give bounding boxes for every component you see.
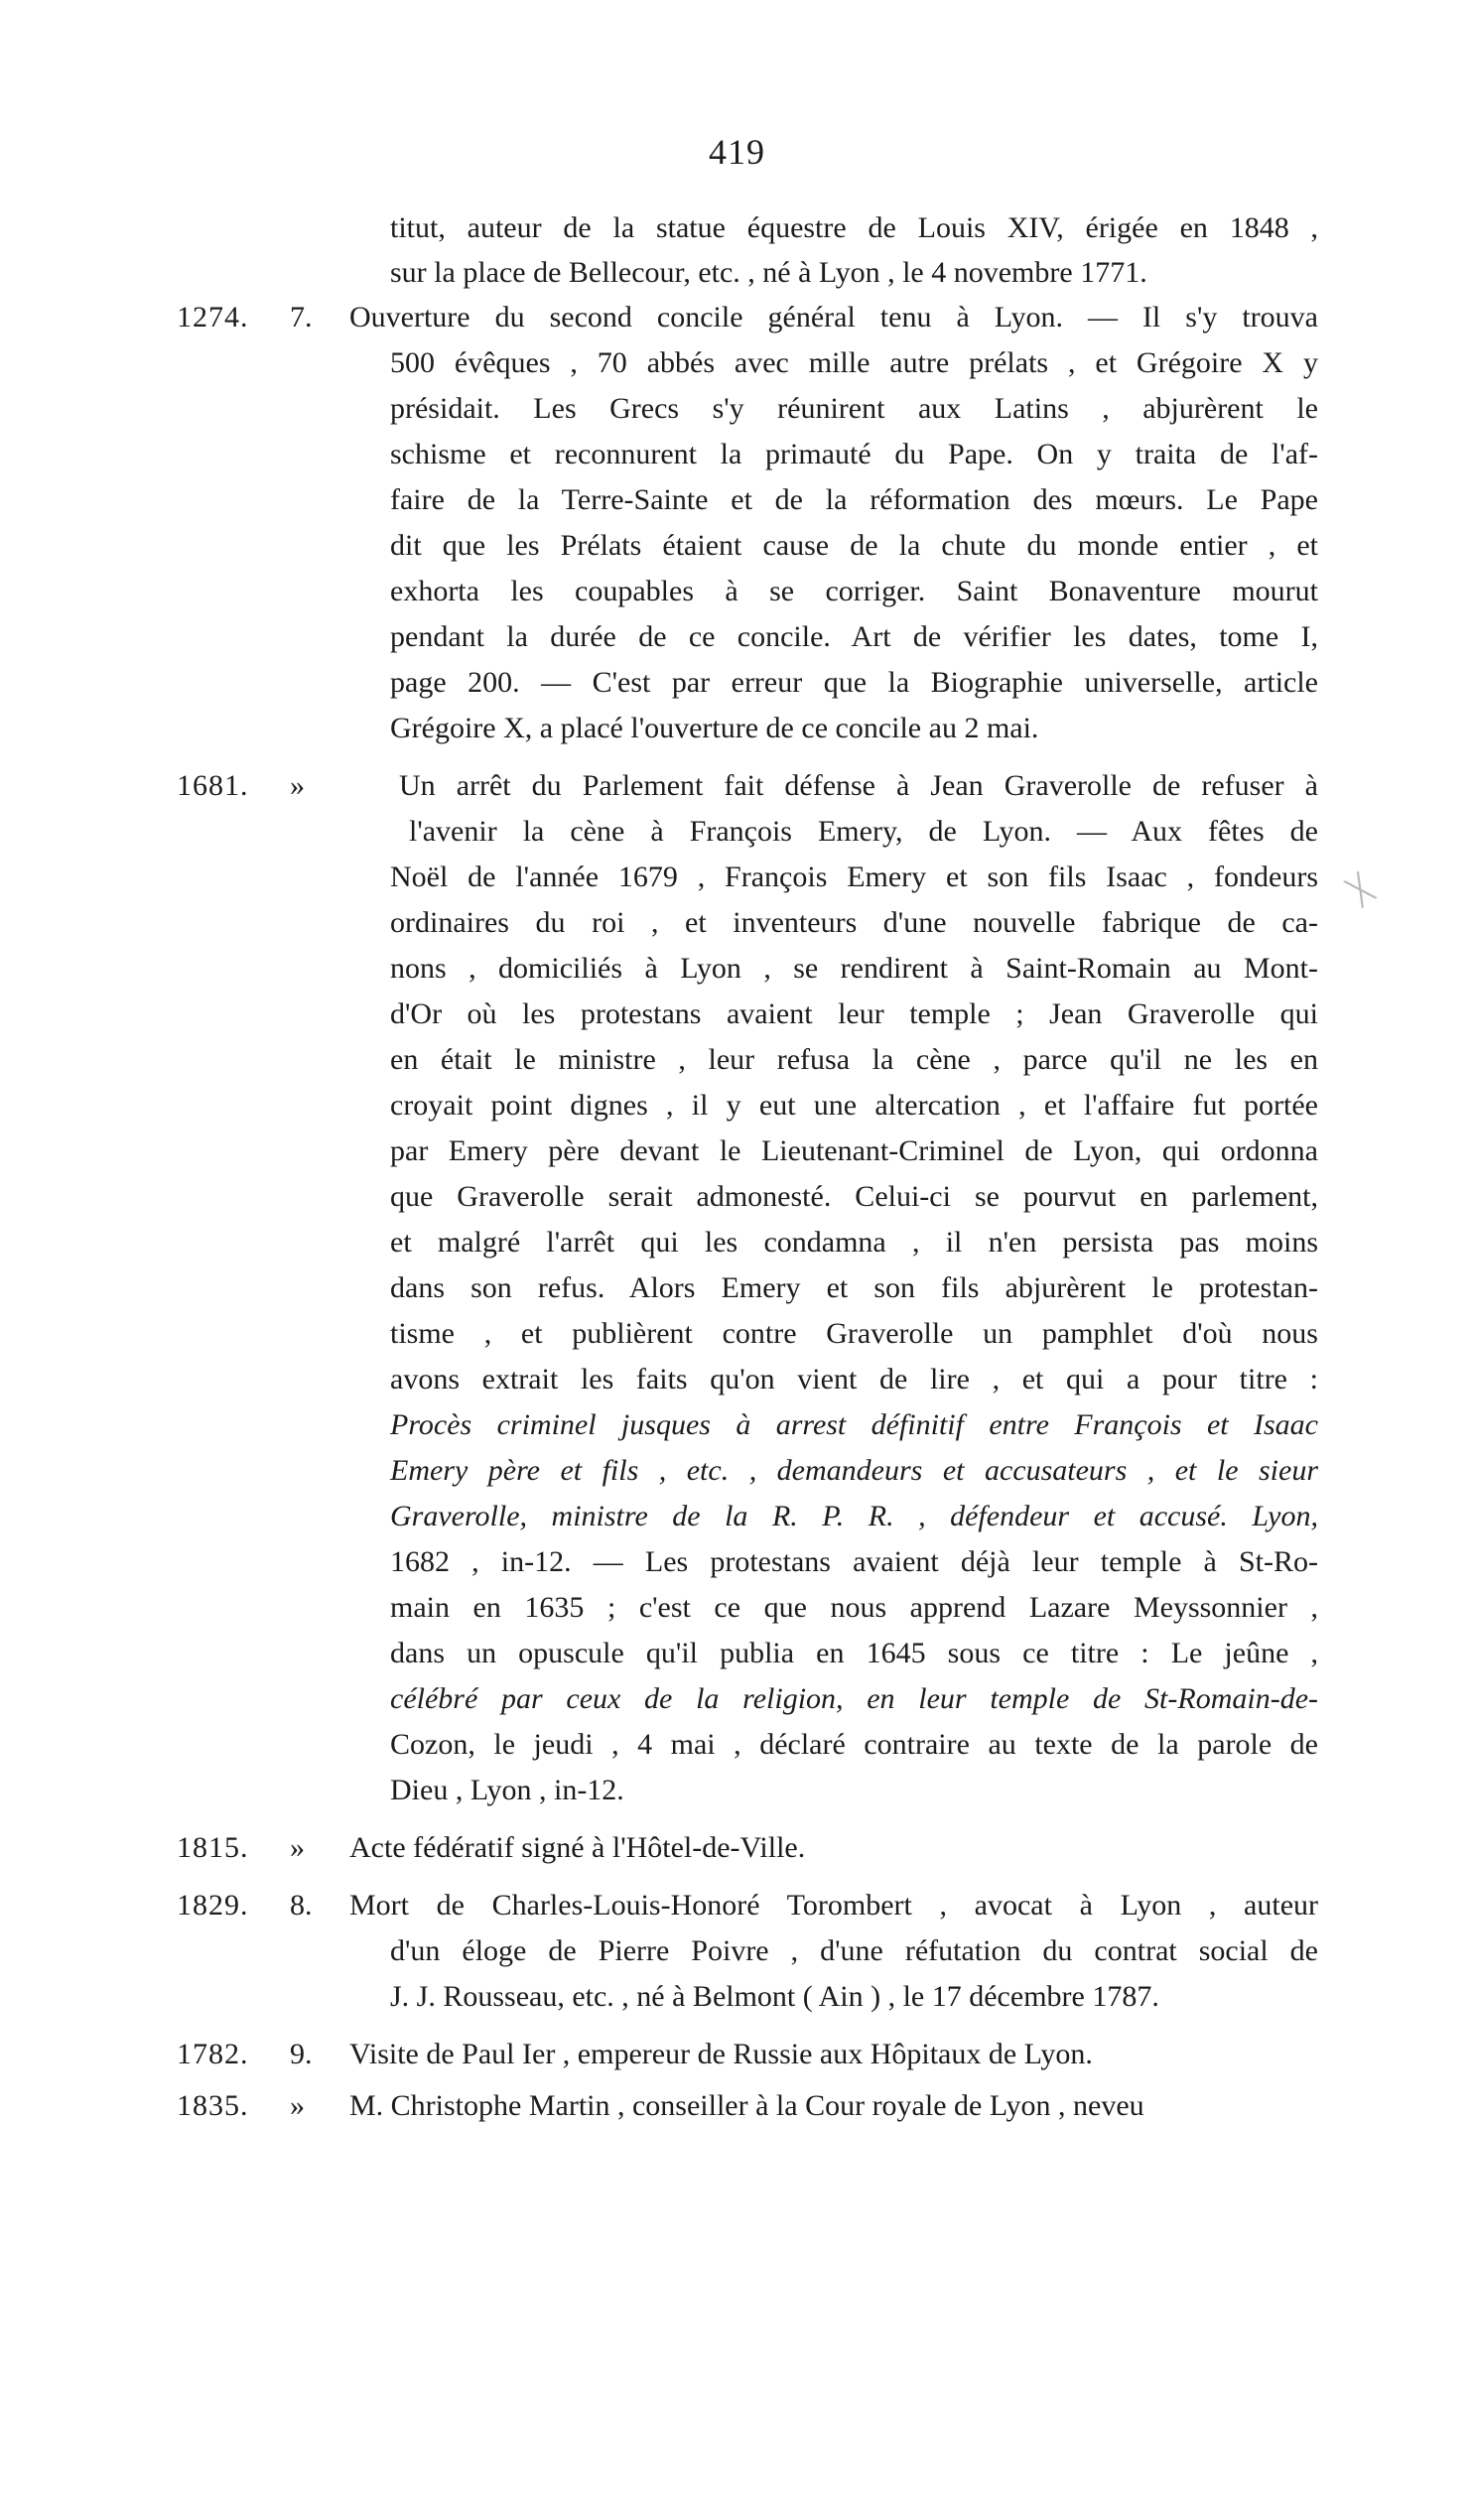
entry-5-line-0: Visite de Paul Ier , empereur de Russie aux Hôpitaux de Lyon. [349, 2038, 1093, 2070]
entry-2-day: » [290, 769, 305, 802]
entry-2-line-17: 1682 , in-12. — Les protestans avaient déjà leur temple à St-Ro- [390, 1545, 1318, 1578]
entry-0-line-1: sur la place de Bellecour, etc. , né à Lyon , le 4 novembre 1771. [390, 256, 1147, 289]
entry-4-line-0: Mort de Charles-Louis-Honoré Torombert , avocat à Lyon , auteur [349, 1889, 1318, 1922]
margin-pencil-mark: ╳ [1344, 871, 1377, 908]
entry-2-line-3: ordinaires du roi , et inventeurs d'une nouvelle fabrique de ca- [390, 906, 1318, 939]
entry-2-line-14: Procès criminel jusques à arrest définitif entre François et Isaac [390, 1408, 1318, 1441]
entry-4-line-2: J. J. Rousseau, etc. , né à Belmont ( Ain ) , le 17 décembre 1787. [390, 1980, 1159, 2013]
entry-0-line-0: titut, auteur de la statue équestre de Louis XIV, érigée en 1848 , [390, 211, 1318, 244]
entry-2-line-2: Noël de l'année 1679 , François Emery et son fils Isaac , fondeurs [390, 861, 1318, 893]
entry-1-line-3: schisme et reconnurent la primauté du Pape. On y traita de l'af- [390, 438, 1318, 470]
entry-4-line-1: d'un éloge de Pierre Poivre , d'une réfutation du contrat social de [390, 1934, 1318, 1967]
entry-2-line-0: Un arrêt du Parlement fait défense à Jean Graverolle de refuser à [399, 769, 1318, 802]
entry-4-year: 1829. [177, 1889, 249, 1922]
entry-2-line-9: que Graverolle serait admonesté. Celui-ci se pourvut en parlement, [390, 1180, 1318, 1213]
entry-2-line-18: main en 1635 ; c'est ce que nous apprend Lazare Meyssonnier , [390, 1591, 1318, 1624]
entry-3-line-0: Acte fédératif signé à l'Hôtel-de-Ville. [349, 1831, 806, 1864]
entry-3-year: 1815. [177, 1831, 249, 1864]
entry-1-line-9: Grégoire X, a placé l'ouverture de ce concile au 2 mai. [390, 712, 1039, 744]
entry-2-line-12: tisme , et publièrent contre Graverolle un pamphlet d'où nous [390, 1317, 1318, 1350]
entry-1-line-1: 500 évêques , 70 abbés avec mille autre prélats , et Grégoire X y [390, 346, 1318, 379]
entry-5-year: 1782. [177, 2038, 249, 2070]
entry-1-line-7: pendant la durée de ce concile. Art de vérifier les dates, tome I, [390, 620, 1318, 653]
entry-1-line-6: exhorta les coupables à se corriger. Saint Bonaventure mourut [390, 575, 1318, 607]
entry-5-day: 9. [290, 2038, 313, 2070]
entry-3-day: » [290, 1831, 305, 1864]
entry-1-line-8: page 200. — C'est par erreur que la Biographie universelle, article [390, 666, 1318, 699]
page-number: 419 [709, 132, 765, 172]
entry-1-line-4: faire de la Terre-Sainte et de la réformation des mœurs. Le Pape [390, 483, 1318, 516]
entry-2-line-15: Emery père et fils , etc. , demandeurs et accusateurs , et le sieur [390, 1454, 1318, 1487]
entry-2-line-19: dans un opuscule qu'il publia en 1645 sous ce titre : Le jeûne , [390, 1637, 1318, 1669]
entry-1-line-0: Ouverture du second concile général tenu à Lyon. — Il s'y trouva [349, 301, 1318, 333]
entry-2-line-22: Dieu , Lyon , in-12. [390, 1774, 624, 1806]
entry-2-line-20: célébré par ceux de la religion, en leur temple de St-Romain-de- [390, 1682, 1318, 1715]
entry-2-line-4: nons , domiciliés à Lyon , se rendirent à Saint-Romain au Mont- [390, 952, 1318, 985]
entry-2-line-13: avons extrait les faits qu'on vient de lire , et qui a pour titre : [390, 1363, 1318, 1395]
entry-2-line-8: par Emery père devant le Lieutenant-Criminel de Lyon, qui ordonna [390, 1134, 1318, 1167]
entry-1-year: 1274. [177, 301, 249, 333]
entry-1-line-2: présidait. Les Grecs s'y réunirent aux Latins , abjurèrent le [390, 392, 1318, 425]
entry-2-line-7: croyait point dignes , il y eut une altercation , et l'affaire fut portée [390, 1089, 1318, 1122]
entry-2-line-21: Cozon, le jeudi , 4 mai , déclaré contraire au texte de la parole de [390, 1728, 1318, 1761]
entry-6-day: » [290, 2089, 305, 2122]
entry-6-year: 1835. [177, 2089, 249, 2122]
entry-6-line-0: M. Christophe Martin , conseiller à la Cour royale de Lyon , neveu [349, 2089, 1144, 2122]
entry-2-year: 1681. [177, 769, 249, 802]
entry-2-line-10: et malgré l'arrêt qui les condamna , il n'en persista pas moins [390, 1226, 1318, 1259]
entry-2-line-1: l'avenir la cène à François Emery, de Lyon. — Aux fêtes de [409, 815, 1318, 848]
entry-1-line-5: dit que les Prélats étaient cause de la chute du monde entier , et [390, 529, 1318, 562]
entry-1-day: 7. [290, 301, 313, 333]
entry-2-line-11: dans son refus. Alors Emery et son fils abjurèrent le protestan- [390, 1271, 1318, 1304]
entry-2-line-6: en était le ministre , leur refusa la cène , parce qu'il ne les en [390, 1043, 1318, 1076]
entry-4-day: 8. [290, 1889, 313, 1922]
entry-2-line-5: d'Or où les protestans avaient leur temple ; Jean Graverolle qui [390, 997, 1318, 1030]
entry-2-line-16: Graverolle, ministre de la R. P. R. , défendeur et accusé. Lyon, [390, 1500, 1318, 1532]
